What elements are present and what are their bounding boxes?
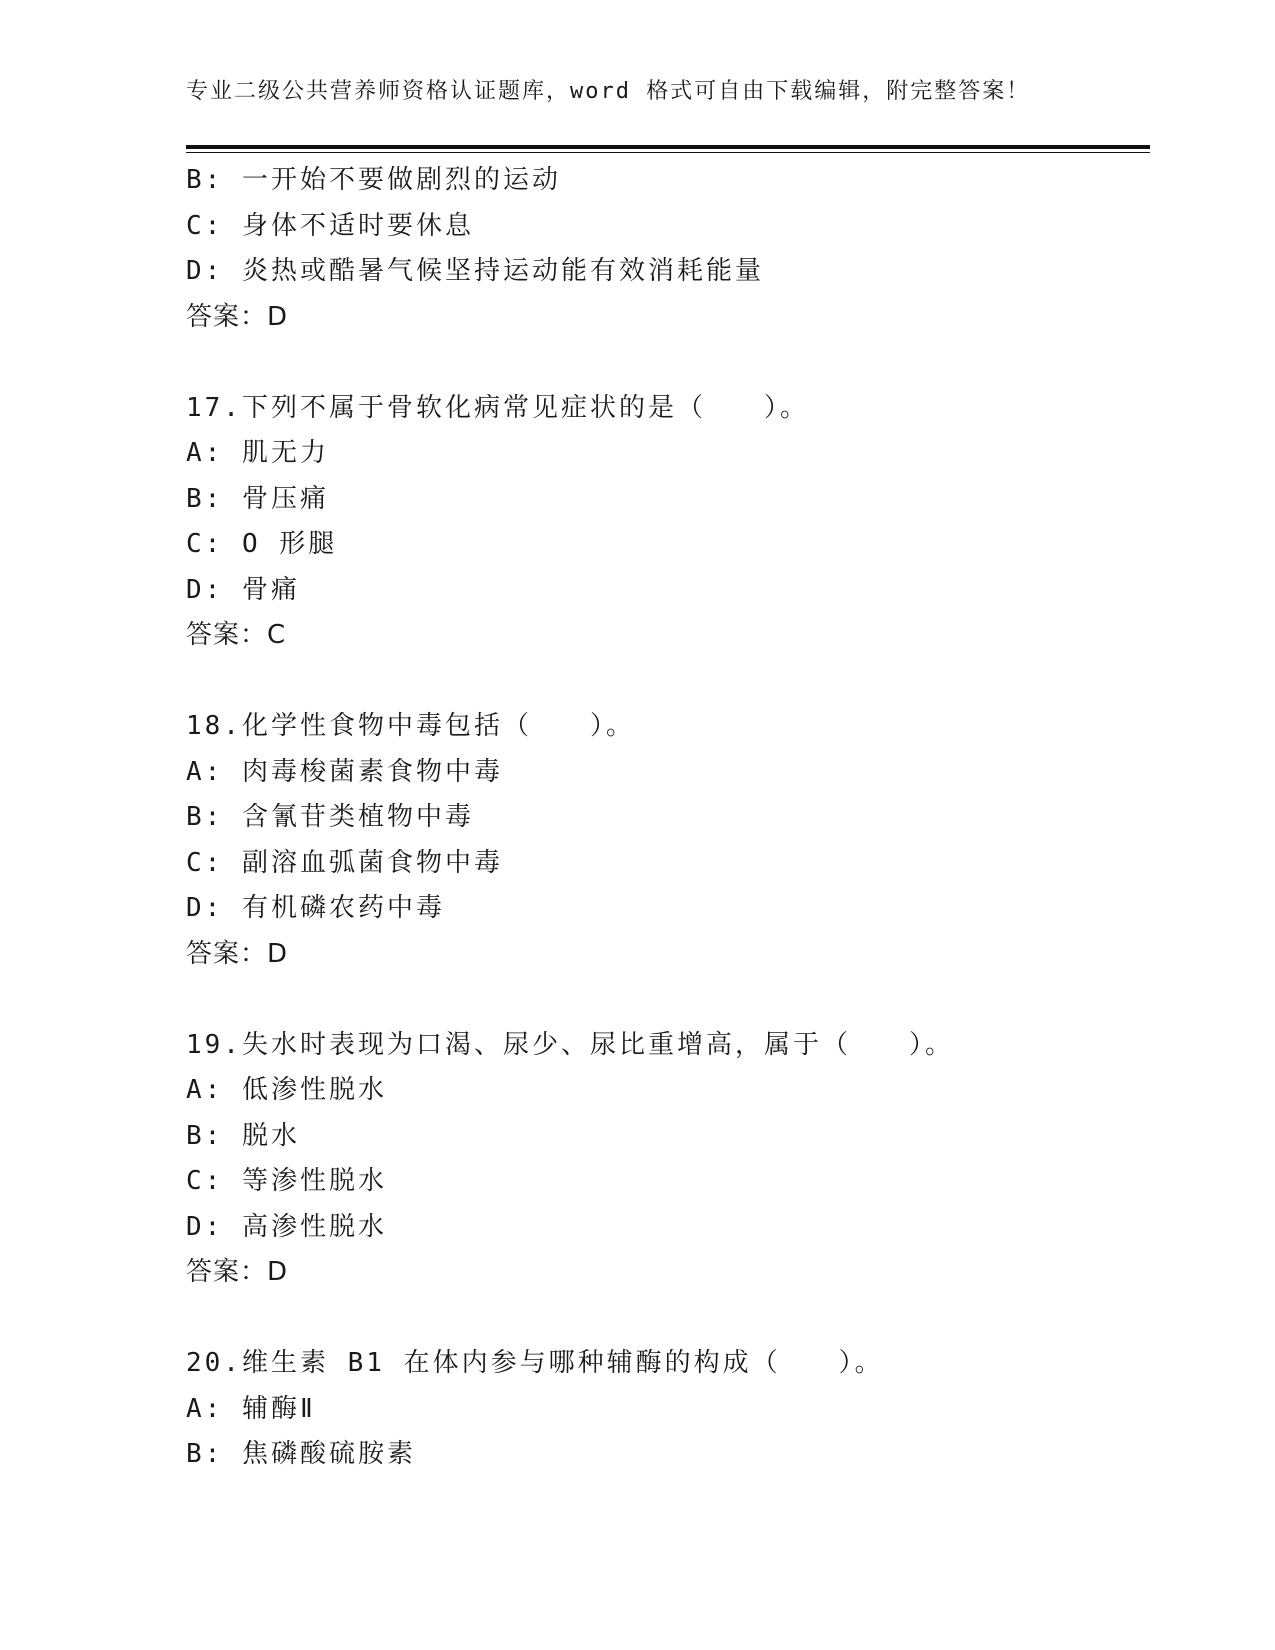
option-c: C: 身体不适时要休息 — [186, 210, 474, 241]
option-d: D: 有机磷农药中毒 — [186, 893, 445, 923]
option-a: A: 低渗性脱水 — [186, 1075, 387, 1105]
question-stem: 18.化学性食物中毒包括（ ）。 — [186, 711, 635, 741]
option-b: B: 一开始不要做剧烈的运动 — [186, 165, 561, 195]
option-b: B: 骨压痛 — [186, 483, 329, 514]
option-c: C: 副溶血弧菌食物中毒 — [186, 847, 503, 878]
option-b: B: 含氰苷类植物中毒 — [186, 802, 474, 832]
answer-line: 答案：D — [186, 1257, 289, 1287]
question-stem: 20.维生素 B1 在体内参与哪种辅酶的构成（ ）。 — [186, 1348, 884, 1378]
question-18 — [186, 704, 1166, 977]
answer-line: 答案：C — [186, 620, 287, 650]
question-stem: 17.下列不属于骨软化病常见症状的是（ ）。 — [186, 392, 809, 423]
question-16 — [186, 158, 1166, 340]
question-20 — [186, 1341, 1166, 1478]
question-17 — [186, 386, 1166, 659]
question-list — [186, 158, 1166, 1478]
answer-line: 答案：D — [186, 301, 289, 332]
answer-line: 答案：D — [186, 938, 289, 969]
question-19 — [186, 1023, 1166, 1296]
question-stem: 19.失水时表现为口渴、尿少、尿比重增高，属于（ ）。 — [186, 1029, 954, 1060]
option-a: A: 肉毒梭菌素食物中毒 — [186, 756, 503, 787]
option-d: D: 骨痛 — [186, 574, 300, 605]
option-c: C: 等渗性脱水 — [186, 1166, 387, 1196]
spacer — [186, 340, 1166, 386]
header-rule-thick — [186, 145, 1150, 149]
spacer — [186, 977, 1166, 1023]
option-d: D: 炎热或酷暑气候坚持运动能有效消耗能量 — [186, 256, 764, 286]
option-c: C: O 形腿 — [186, 529, 338, 559]
spacer — [186, 659, 1166, 705]
spacer — [186, 1296, 1166, 1342]
option-b: B: 焦磷酸硫胺素 — [186, 1439, 416, 1469]
option-a: A: 辅酶Ⅱ — [186, 1393, 316, 1424]
option-d: D: 高渗性脱水 — [186, 1211, 387, 1242]
option-b: B: 脱水 — [186, 1120, 300, 1151]
header-rule-thin — [186, 152, 1150, 153]
page-header: 专业二级公共营养师资格认证题库，word 格式可自由下载编辑，附完整答案！ — [186, 79, 1031, 104]
option-a: A: 肌无力 — [186, 438, 329, 468]
